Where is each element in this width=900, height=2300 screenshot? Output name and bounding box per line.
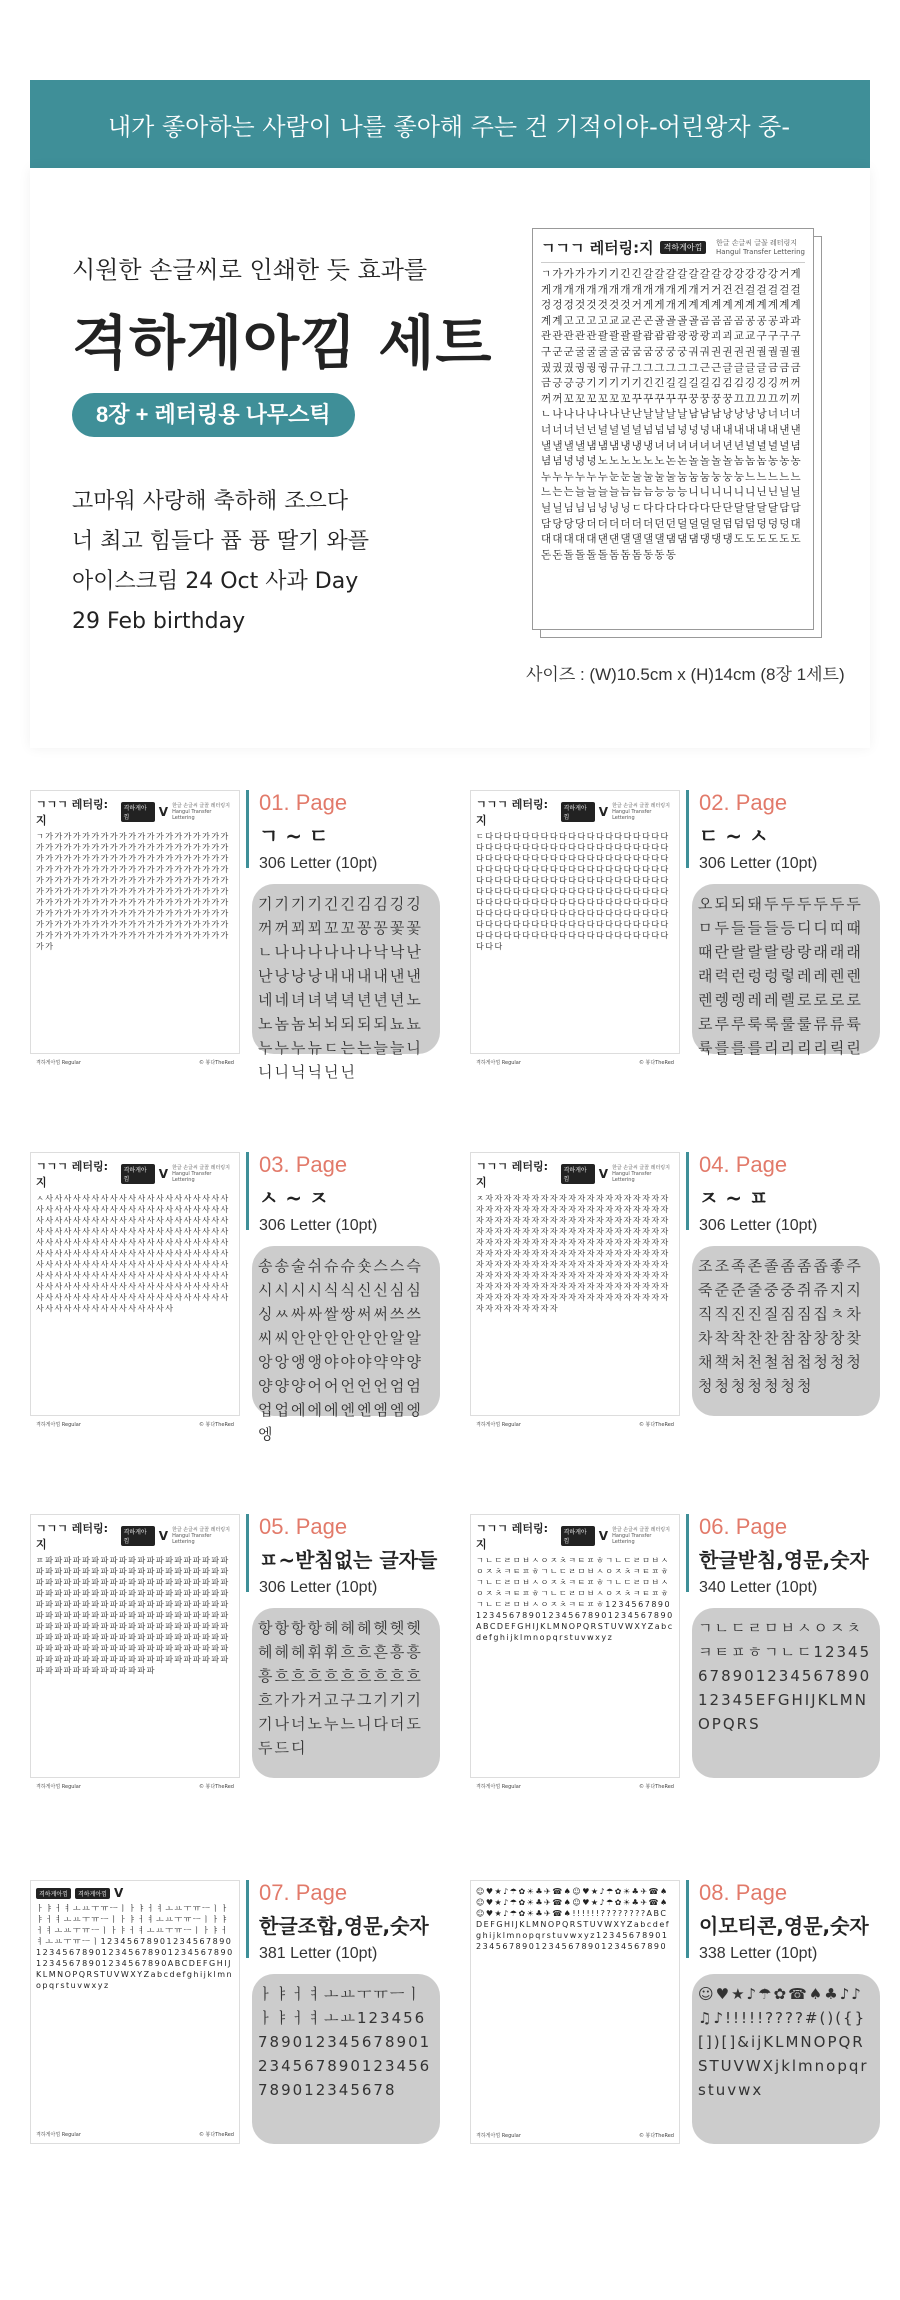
mini-sheet-copyright: © 봉다TheRed	[198, 1784, 234, 1790]
mini-sheet-font: 격하게아낌 Regular	[36, 1784, 81, 1790]
mini-sheet	[470, 1152, 680, 1428]
check-icon: V	[158, 1167, 169, 1181]
page-info	[686, 1880, 876, 1962]
page-number: 04. Page	[699, 1152, 788, 1177]
zoom-preview	[692, 1246, 880, 1416]
mini-sheet	[470, 790, 680, 1066]
sheet-preview	[532, 228, 822, 638]
hero-title: 격하게아낌 세트	[72, 309, 493, 377]
mini-sheet-copyright: © 봉다TheRed	[198, 1422, 234, 1428]
mini-sheet-brand: ㄱㄱㄱ 레터링:지	[36, 1160, 108, 1189]
mini-sheet-en: 한글 손글씨 글꼴 레터링지 Hangul Transfer Lettering	[172, 1527, 230, 1545]
sample-line: 29 Feb birthday	[72, 609, 246, 634]
quote-banner	[30, 80, 870, 168]
page-range: ㄷ ~ ㅅ	[699, 824, 769, 848]
zoom-preview	[252, 1246, 440, 1443]
page-block-02	[470, 790, 880, 1070]
mini-sheet-tag: 격하게아낌	[121, 1526, 155, 1546]
mini-sheet-glyphs: ☺♥★♪☂✿☀♣✈☎♠☺♥★♪☂✿☀♣✈☎♠☺♥★♪☂✿☀♣✈☎♠☺♥★♪☂✿☀♣✈☎♠☺♥★♪☂✿☀♣✈☎♠!!!!!!????????ABCDEFGHIJKLMNOPQRSTUVWXYZabcdefghijklmnopqrstuvwxyz1234567890123456789012345678901234567890	[476, 1887, 671, 1951]
mini-sheet	[30, 1514, 240, 1790]
mini-sheet	[30, 1880, 240, 2144]
zoom-glyphs: 송송술쉬슈슈숏스스슥시시시시식식신신심심싱ㅆ싸싸쌀쌍써써쓰쓰씨씨안안안안안안알알앙앙앵앵야야야약약양양양양어어언언언엄엄업업에에에엔엔엠엠엥엥	[258, 1257, 423, 1443]
mini-sheet-font: 격하게아낌 Regular	[36, 1422, 81, 1428]
page-letter-count: 306 Letter (10pt)	[259, 1579, 378, 1596]
page-block-05	[30, 1514, 440, 1794]
zoom-glyphs: ㄱㄴㄷㄹㅁㅂㅅㅇㅈㅊㅋㅌㅍㅎㄱㄴㄷ1234567890123456789012345EFGHIJKLMNOPQRS	[698, 1619, 872, 1733]
page-number: 08. Page	[699, 1880, 788, 1905]
mini-sheet-en: 한글 손글씨 글꼴 레터링지 Hangul Transfer Lettering	[612, 1165, 670, 1183]
hero-panel	[30, 168, 870, 748]
page-info	[246, 1880, 436, 1962]
mini-sheet-brand: ㄱㄱㄱ 레터링:지	[36, 798, 108, 827]
page-info	[246, 1152, 436, 1234]
page-block-04	[470, 1152, 880, 1432]
mini-sheet-tag: 격하게아낌	[36, 1888, 71, 1899]
sheet-glyph-grid: ㄱ가가가가기기긴긴갈갈갈갈갈갈갈강강강강강거게게개개개개개개개개개개개게개거거건건걸걸걸걸걸겅겅겅것것것것것거게게개게계계계계계계계계계계계계고고고고교교곤곤골골골골곰곰곰곰공공공과과관관관관관괄괄괄괄괌괌괌광광광괴괴교교구구구구구군군굴굴굴굴굼굼굼궁궁궁궈궈권권권권궐궐궐궐궜궜궜궝궝궝규규그그그그그그근근글글글글금금금금긍긍긍기기기기기긴긴길길길길김김김깅깅깅꺼꺼꺼꺼꼬꼬꼬꼬꼬꼬꾸꾸꾸꾸꾸꿍꿍꿍꿍끄끄끄끄끼끼ㄴ나나나나나나난난날날날날남남남낭낭낭낭너너너너너너넌넌널널널널넘넘넘넝넝넝내내내내내내낸낸낼낼낼낼냄냄냄냉냉냉녀녀녀녀녀녀년년녈녈녈녈념념념녕녕녕노노노노노노논논놀놀놀놀놈놈놈농농농누누누누누누눈눈눌눌눌눌눔눔눔눙눙눙느느느느느느는는늘늘늘늘늠늠늠능능능니니니니니니닌닌닐닐닐닐님님님닝닝닝ㄷ다다다다다다단단달달달달담담담당당당더더더더더더던던덜덜덜덜덤덤덤덩덩덩대대대대대대댄댄댈댈댈댈댐댐댐댕댕댕도도도도도도돈돈돌돌돌돌돔돔돔동동동	[541, 268, 802, 561]
zoom-preview	[252, 884, 440, 1081]
sheet-brand: ㄱㄱㄱ 레터링:지	[541, 239, 654, 257]
zoom-preview	[252, 1974, 440, 2144]
mini-sheet-brand: ㄱㄱㄱ 레터링:지	[476, 798, 548, 827]
mini-sheet-en: 한글 손글씨 글꼴 레터링지 Hangul Transfer Lettering	[612, 1527, 670, 1545]
page-letter-count: 340 Letter (10pt)	[699, 1579, 818, 1596]
sheet-en-title-1: 한글 손글씨 글꼴 레터링지	[716, 238, 798, 247]
sample-line: 아이스크림 24 Oct 사과 Day	[72, 569, 359, 594]
mini-sheet-glyphs: ㄱㄴㄷㄹㅁㅂㅅㅇㅈㅊㅋㅌㅍㅎㄱㄴㄷㄹㅁㅂㅅㅇㅈㅊㅋㅌㅍㅎㄱㄴㄷㄹㅁㅂㅅㅇㅈㅊㅋㅌㅍㅎㄱㄴㄷㄹㅁㅂㅅㅇㅈㅊㅋㅌㅍㅎㄱㄴㄷㄹㅁㅂㅅㅇㅈㅊㅋㅌㅍㅎㄱㄴㄷㄹㅁㅂㅅㅇㅈㅊㅋㅌㅍㅎㄱㄴㄷㄹㅁㅂㅅㅇㅈㅊㅋㅌㅍㅎ1234567890123456789012345678901234567890ABCDEFGHIJKLMNOPQRSTUVWXYZabcdefghijklmnopqrstuvwxyz	[476, 1556, 674, 1642]
mini-sheet	[470, 1880, 680, 2144]
mini-sheet-tag: 격하게아낌	[561, 1526, 595, 1546]
page-letter-count: 381 Letter (10pt)	[259, 1945, 378, 1962]
page-number: 02. Page	[699, 790, 788, 815]
page-block-08	[470, 1880, 880, 2160]
mini-sheet-font: 격하게아낌 Regular	[36, 2132, 81, 2138]
sheet-header	[541, 237, 805, 263]
page-info	[686, 1152, 876, 1234]
sample-line: 너 최고 힘들다 퓹 퓽 딸기 와플	[72, 529, 369, 554]
page-block-06	[470, 1514, 880, 1794]
mini-sheet-brand: ㄱㄱㄱ 레터링:지	[476, 1522, 548, 1551]
mini-sheet-glyphs: ㅈ자자자자자자자자자자자자자자자자자자자자자자자자자자자자자자자자자자자자자자자자자자자자자자자자자자자자자자자자자자자자자자자자자자자자자자자자자자자자자자자자자자자자자자자자자자자자자자자자자자자자자자자자자자자자자자자자자자자자자자자자자자자자자자자자자자자자자자자자자자자자자자자자자자자자자자자자자자자자자자자자자자자자자자자자자자자자자자자자자자자자자자자자자자자자자자자자자자자자자자자자자자자자자자자자자자자자자자자자자자	[476, 1194, 670, 1313]
mini-sheet-copyright: © 봉다TheRed	[638, 1784, 674, 1790]
sample-lines	[72, 482, 369, 642]
page-number: 05. Page	[259, 1514, 348, 1539]
mini-sheet	[30, 1152, 240, 1428]
mini-sheet-en: 한글 손글씨 글꼴 레터링지 Hangul Transfer Lettering	[172, 1165, 230, 1183]
page-letter-count: 306 Letter (10pt)	[259, 1217, 378, 1234]
mini-sheet-copyright: © 봉다TheRed	[198, 2132, 234, 2138]
mini-sheet-copyright: © 봉다TheRed	[638, 1060, 674, 1066]
page-info	[246, 790, 436, 872]
sheet-tag: 격하게아낌	[660, 241, 707, 254]
mini-sheet-font: 격하게아낌 Regular	[36, 1060, 81, 1066]
mini-sheet-en: 한글 손글씨 글꼴 레터링지 Hangul Transfer Lettering	[612, 803, 670, 821]
page-range: ㅈ ~ ㅍ	[699, 1186, 769, 1210]
check-icon: V	[158, 805, 169, 819]
zoom-glyphs: 항항항항헤헤헤헷헷헷헤헤헤휘휘흐흐흔흥흥흥흐흐흐흐흐흐흐흐흐흐가가거고구그기기기기나너노누느니다더도두드디	[258, 1619, 423, 1757]
page-info	[246, 1514, 438, 1596]
page-range: 한글조합,영문,숫자	[259, 1914, 429, 1938]
zoom-preview	[692, 1974, 880, 2144]
sheet-en-title	[716, 239, 805, 257]
mini-sheet-font: 격하게아낌 Regular	[476, 1060, 521, 1066]
mini-sheet-tag: 격하게아낌	[121, 1164, 155, 1184]
page-range: ㅅ ~ ㅈ	[259, 1186, 329, 1210]
mini-sheet-tag: 격하게아낌	[75, 1888, 110, 1899]
zoom-preview	[692, 884, 880, 1057]
mini-sheet-copyright: © 봉다TheRed	[198, 1060, 234, 1066]
mini-sheet-brand: ㄱㄱㄱ 레터링:지	[476, 1160, 548, 1189]
sheet-front	[532, 228, 814, 630]
mini-sheet-font: 격하게아낌 Regular	[476, 1784, 521, 1790]
size-label: 사이즈 : (W)10.5cm x (H)14cm (8장 1세트)	[526, 665, 845, 684]
zoom-glyphs: ☺♥★♪☂✿☎♠♣♪♪♫♪!!!!!????#()({}[])[]&ijKLMNOPQRSTUVWXjklmnopqrstuvwx	[698, 1985, 869, 2099]
zoom-glyphs: ㅏㅑㅓㅕㅗㅛㅜㅠㅡㅣㅏㅑㅓㅕㅗㅛ123456789012345678901234567890123456789012345678	[258, 1985, 432, 2099]
check-icon: V	[598, 1167, 609, 1181]
page-info	[686, 790, 876, 872]
mini-sheet-tag: 격하게아낌	[561, 1164, 595, 1184]
sample-line: 고마워 사랑해 축하해 조으다	[72, 489, 349, 514]
check-icon: V	[113, 1886, 124, 1900]
page-letter-count: 306 Letter (10pt)	[259, 855, 378, 872]
page-range: ㅍ~받침없는 글자들	[259, 1548, 438, 1572]
zoom-glyphs: 오되되돼두두두두두두ㅁ두들들들등디디띠때때란랄랄랄랑랑래래래래럭런렁렁렇레레렌렌렌렝렝레레렐로로로로로루루룩룩룰룰류류륙륙를를를리리리리릭린	[698, 895, 863, 1057]
zoom-glyphs: 기기기기긴긴김김깅깅꺼꺼꾀꾀꼬꼬꽁꽁꽃꽃ㄴ나나나나나나낙낙난난낭낭낭내내내내낸낸네네녀녀녁녁년년년노노놈놈뇌뇌되되되뇨뇨누누누뉴ㄷ는는늘늘니니니닉닉닌닌	[258, 895, 423, 1081]
check-icon: V	[598, 1529, 609, 1543]
page-letter-count: 338 Letter (10pt)	[699, 1945, 818, 1962]
page-letter-count: 306 Letter (10pt)	[699, 855, 818, 872]
mini-sheet-copyright: © 봉다TheRed	[638, 1422, 674, 1428]
zoom-preview	[692, 1608, 880, 1778]
mini-sheet-copyright: © 봉다TheRed	[638, 2133, 674, 2139]
page-range: 한글받침,영문,숫자	[699, 1548, 869, 1572]
check-icon: V	[158, 1529, 169, 1543]
mini-sheet-glyphs: ㅅ사사사사사사사사사사사사사사사사사사사사사사사사사사사사사사사사사사사사사사사사사사사사사사사사사사사사사사사사사사사사사사사사사사사사사사사사사사사사사사사사사사사사사사사사사사사사사사사사사사사사사사사사사사사사사사사사사사사사사사사사사사사사사사사사사사사사사사사사사사사사사사사사사사사사사사사사사사사사사사사사사사사사사사사사사사사사사사사사사사사사사사사사사사사사사사사사사사사사사사사사사사사사사사사사사사사사사사사사사사사사사사사사	[36, 1194, 230, 1313]
page-range: 이모티콘,영문,숫자	[699, 1914, 869, 1938]
page-range: ㄱ ~ ㄷ	[259, 824, 329, 848]
hero-subtitle: 시원한 손글씨로 인쇄한 듯 효과를	[72, 256, 428, 284]
zoom-glyphs: 조조족존졸좀좀좁좋주죽준준줄중중쥐쥬지지직직진진질짐짐집ㅊ차차착착찬찬참참창창찾채책처천철첨첩청청청청청청청청청청	[698, 1257, 863, 1395]
check-icon: V	[598, 805, 609, 819]
sheet-en-title-2: Hangul Transfer Lettering	[716, 247, 805, 256]
mini-sheet-glyphs: ㄱ가가가가가가가가가가가가가가가가가가가가가가가가가가가가가가가가가가가가가가가가가가가가가가가가가가가가가가가가가가가가가가가가가가가가가가가가가가가가가가가가가가가가가가가가가가가가가가가가가가가가가가가가가가가가가가가가가가가가가가가가가가가가가가가가가가가가가가가가가가가가가가가가가가가가가가가가가가가가가가가가가가가가가가가가가가가가가가가가가가가가가가가가가가가가가가가가가가가가가가가가가가가가가가가가가가가	[36, 832, 230, 951]
page-number: 03. Page	[259, 1152, 348, 1177]
page-block-07	[30, 1880, 440, 2160]
mini-sheet-glyphs: ㅏㅑㅓㅕㅗㅛㅜㅠㅡㅣㅏㅑㅓㅕㅗㅛㅜㅠㅡㅣㅏㅑㅓㅕㅗㅛㅜㅠㅡㅣㅏㅑㅓㅕㅗㅛㅜㅠㅡㅣㅏㅑㅓㅕㅗㅛㅜㅠㅡㅣㅏㅑㅓㅕㅗㅛㅜㅠㅡㅣㅏㅑㅓㅕㅗㅛㅜㅠㅡㅣ1234567890123456789012345678901234567890123456789012345678901234567890ABCDEFGHIJKLMNOPQRSTUVWXYZabcdefghijklmnopqrstuvwxyz	[36, 1904, 234, 1990]
mini-sheet-tag: 격하게아낌	[561, 802, 595, 822]
banner-quote: 내가 좋아하는 사람이 나를 좋아해 주는 건 기적이야	[108, 112, 649, 141]
zoom-preview	[252, 1608, 440, 1778]
mini-sheet	[30, 790, 240, 1066]
mini-sheet-font: 격하게아낌 Regular	[476, 2133, 521, 2139]
mini-sheet-font: 격하게아낌 Regular	[476, 1422, 521, 1428]
page-number: 07. Page	[259, 1880, 348, 1905]
mini-sheet-tag: 격하게아낌	[121, 802, 155, 822]
banner-source: -어린왕자 중-	[649, 112, 790, 141]
mini-sheet-brand: ㄱㄱㄱ 레터링:지	[36, 1522, 108, 1551]
set-badge: 8장 + 레터링용 나무스틱	[72, 393, 355, 437]
mini-sheet-glyphs: ㄷ다다다다다다다다다다다다다다다다다다다다다다다다다다다다다다다다다다다다다다다다다다다다다다다다다다다다다다다다다다다다다다다다다다다다다다다다다다다다다다다다다다다다다다다다다다다다다다다다다다다다다다다다다다다다다다다다다다다다다다다다다다다다다다다다다다다다다다다다다다다다다다다다다다다다다다다다다다다다다다다다다다다다다다다다다다다다다다다다다다다다다다다다다다다다다다다다다다다다다다다다다다다다다다다다다다다다	[476, 832, 670, 951]
page-number: 01. Page	[259, 790, 348, 815]
mini-sheet	[470, 1514, 680, 1790]
page-info	[686, 1514, 876, 1596]
mini-sheet-glyphs: ㅍ파파파파파파파파파파파파파파파파파파파파파파파파파파파파파파파파파파파파파파파파파파파파파파파파파파파파파파파파파파파파파파파파파파파파파파파파파파파파파파파파파파파파파파파파파파파파파파파파파파파파파파파파파파파파파파파파파파파파파파파파파파파파파파파파파파파파파파파파파파파파파파파파파파파파파파파파파파파파파파파파파파파파파파파파파파파파파파파파파파파파파파파파파파파파파파파파파파파파파파파파파파파파파파파파파파파파파파파파파파파파파파	[36, 1556, 230, 1675]
page-letter-count: 306 Letter (10pt)	[699, 1217, 818, 1234]
page-number: 06. Page	[699, 1514, 788, 1539]
page-block-03	[30, 1152, 440, 1443]
page-block-01	[30, 790, 440, 1081]
mini-sheet-en: 한글 손글씨 글꼴 레터링지 Hangul Transfer Lettering	[172, 803, 230, 821]
